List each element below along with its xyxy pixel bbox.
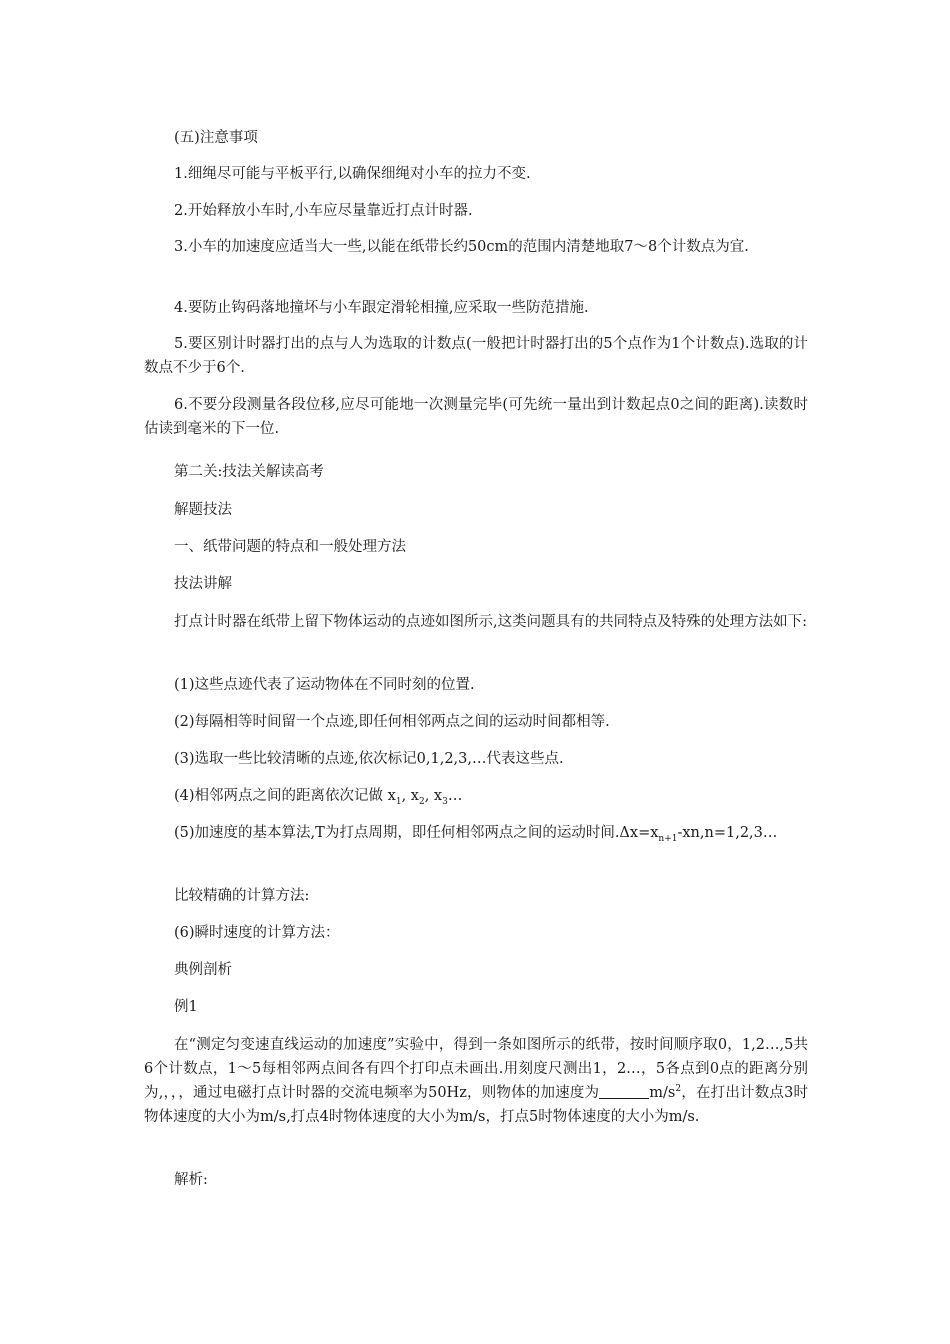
point-3: (3)选取一些比较清晰的点迹,依次标记0,1,2,3,…代表这些点. <box>174 751 564 767</box>
section-subtitle: 解题技法 <box>174 502 232 518</box>
point-6: (6)瞬时速度的计算方法： <box>174 925 340 941</box>
notes-heading: (五)注意事项 <box>174 130 258 146</box>
method-intro: 打点计时器在纸带上留下物体运动的点迹如图所示,这类问题具有的共同特点及特殊的处理方法如下: <box>174 614 807 630</box>
note-item-5: 5.要区别计时器打出的点与人为选取的计数点(一般把计时器打出的5个点作为1个计数点).选取的计数点不少于6个. <box>144 336 808 376</box>
example-1-label: 例1 <box>174 999 198 1015</box>
point-4: (4)相邻两点之间的距离依次记做 $x_1$, $x_2$, $x_3\dots$ <box>174 788 463 807</box>
examples-heading: 典例剖析 <box>174 962 232 978</box>
answer-blank <box>599 1084 649 1099</box>
note-item-2: 2.开始释放小车时,小车应尽量靠近打点计时器. <box>174 203 473 219</box>
note-item-6: 6.不要分段测量各段位移,应尽可能地一次测量完毕(可先统一量出到计数起点0之间的距离).读数时估读到毫米的下一位. <box>144 397 808 437</box>
section-title: 第二关:技法关解读高考 <box>174 464 324 480</box>
note-item-4: 4.要防止钩码落地撞坏与小车跟定滑轮相撞,应采取一些防范措施. <box>174 300 589 316</box>
note-item-3: 3.小车的加速度应适当大一些,以能在纸带长约50cm的范围内清楚地取7～8个计数点为宜. <box>174 239 749 255</box>
point-5: (5)加速度的基本算法,T为打点周期，即任何相邻两点之间的运动时间$.\Delta x=x_{n+1}-xn,n=1,2,3\dots$ <box>174 825 778 844</box>
topic-heading: 一、纸带问题的特点和一般处理方法 <box>174 539 406 555</box>
precise-method: 比较精确的计算方法: <box>174 888 310 904</box>
example-1-body: 在“测定匀变速直线运动的加速度”实验中，得到一条如图所示的纸带，按时间顺序取0，1,2…,5共6个计数点，1～5每相邻两点间各有四个打印点未画出.用刻度尺测出1，2…，5各点到0点的距离分别为,，，，通过电磁打点计时器的交流电频率为50Hz，则物体的加速度为 $m/s^2$，在打出计数点3时物体速度的大小为m/s,打点4时物体速度的大小为m/s，打点5时物体速度的大小为m/s. <box>144 1037 808 1125</box>
point-1: (1)这些点迹代表了运动物体在不同时刻的位置. <box>174 677 475 693</box>
method-label: 技法讲解 <box>174 576 232 592</box>
point-2: (2)每隔相等时间留一个点迹,即任何相邻两点之间的运动时间都相等. <box>174 714 610 730</box>
analysis-label: 解析: <box>174 1172 208 1188</box>
note-item-1: 1.细绳尽可能与平板平行,以确保细绳对小车的拉力不变. <box>174 166 531 182</box>
